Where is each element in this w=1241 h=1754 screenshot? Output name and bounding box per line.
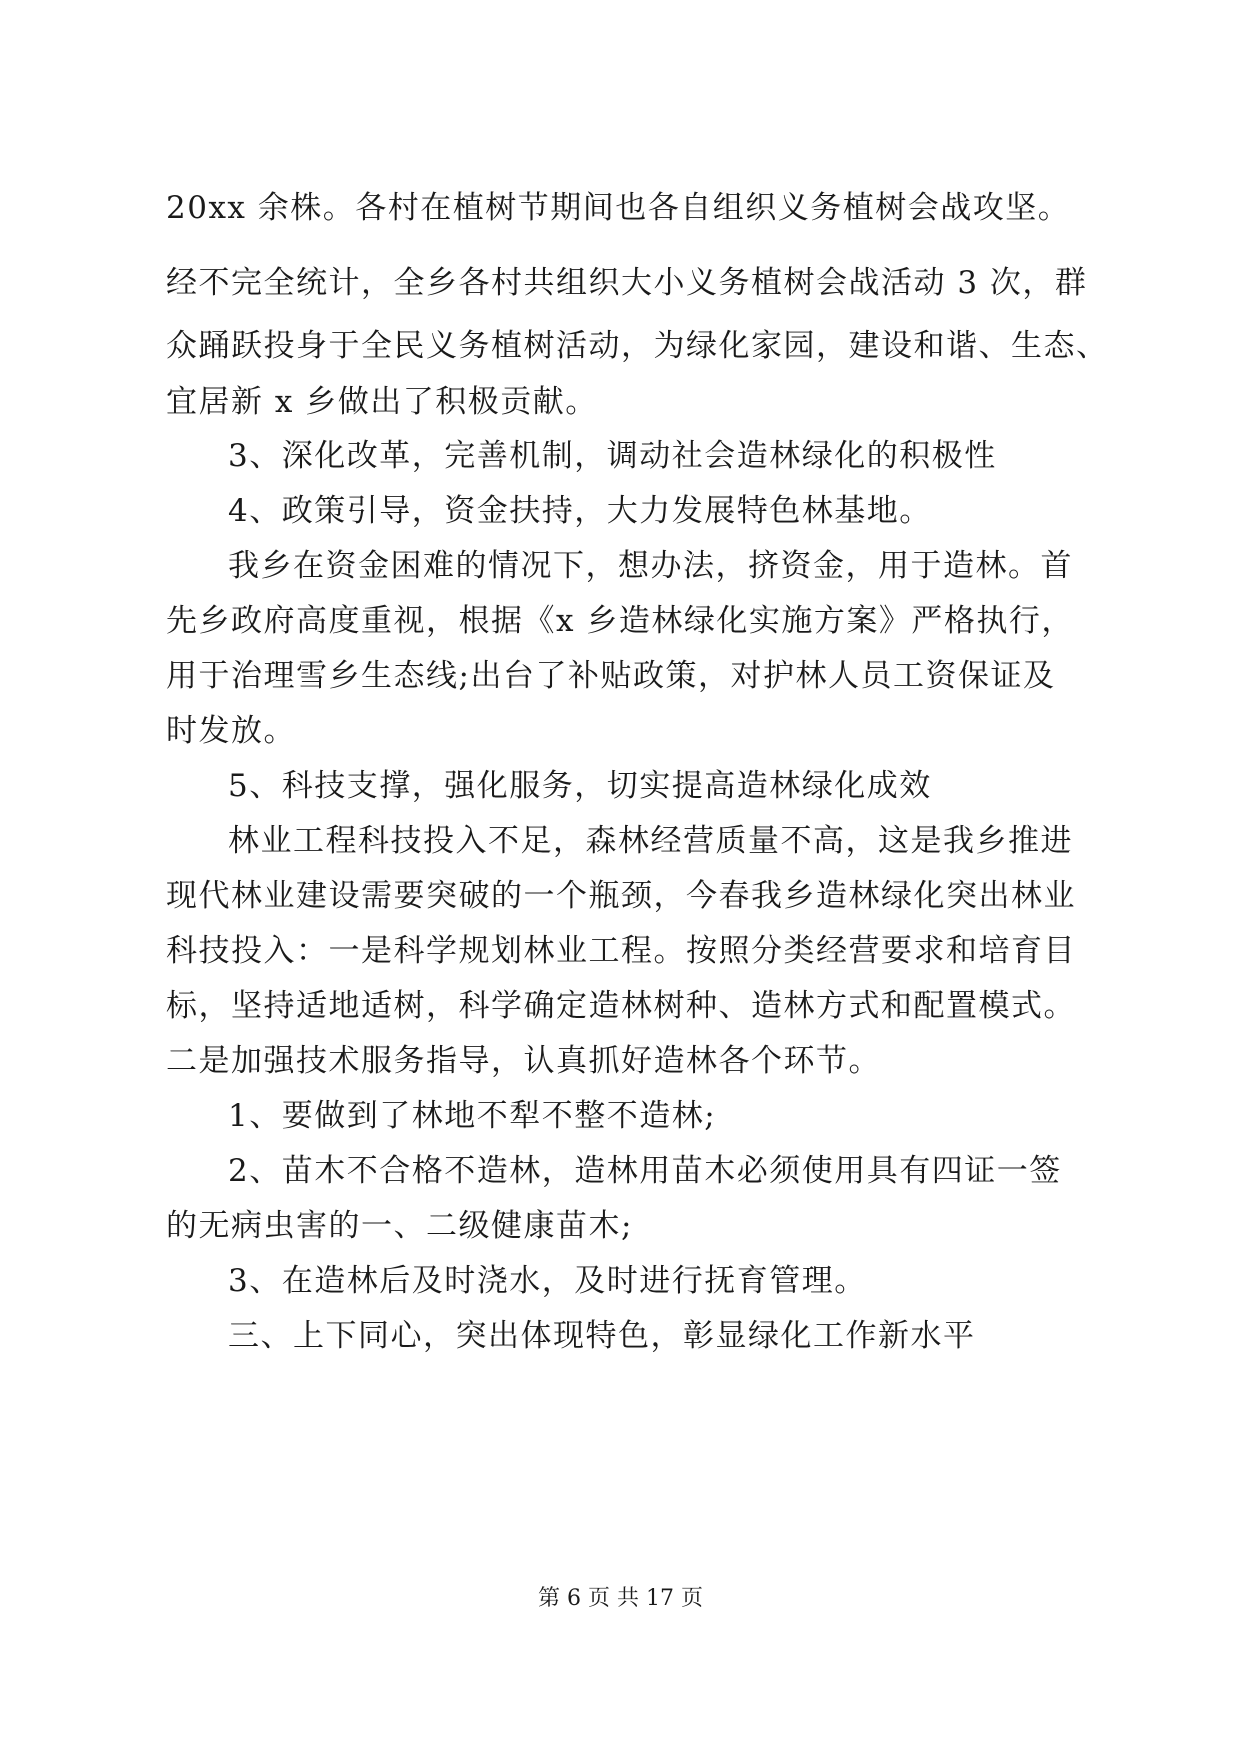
heading-4: 4、政策引导，资金扶持，大力发展特色林基地。 [228, 493, 932, 529]
list-item: 1、要做到了林地不犁不整不造林; [228, 1098, 717, 1134]
heading-3: 3、深化改革，完善机制，调动社会造林绿化的积极性 [228, 438, 997, 474]
paragraph-line: 众踊跃投身于全民义务植树活动，为绿化家园，建设和谐、生态、 [166, 328, 1109, 364]
paragraph-line: 现代林业建设需要突破的一个瓶颈，今春我乡造林绿化突出林业 [166, 878, 1076, 914]
paragraph-line: 时发放。 [166, 713, 296, 749]
page-footer: 第 6 页 共 17 页 [538, 1586, 703, 1611]
paragraph-line: 二是加强技术服务指导，认真抓好造林各个环节。 [166, 1043, 881, 1079]
paragraph-line: 科技投入：一是科学规划林业工程。按照分类经营要求和培育目 [166, 933, 1076, 969]
list-item-continuation: 的无病虫害的一、二级健康苗木; [166, 1208, 633, 1244]
paragraph-line: 经不完全统计，全乡各村共组织大小义务植树会战活动 3 次，群 [166, 265, 1088, 301]
paragraph-line: 用于治理雪乡生态线;出台了补贴政策，对护林人员工资保证及 [166, 658, 1056, 694]
paragraph-line: 我乡在资金困难的情况下，想办法，挤资金，用于造林。首 [228, 548, 1073, 584]
paragraph-line: 先乡政府高度重视，根据《x 乡造林绿化实施方案》严格执行， [166, 603, 1074, 639]
list-item: 3、在造林后及时浇水，及时进行抚育管理。 [228, 1263, 867, 1299]
paragraph-line: 宜居新 x 乡做出了积极贡献。 [166, 384, 598, 420]
paragraph-line: 20xx 余株。各村在植树节期间也各自组织义务植树会战攻坚。 [166, 190, 1071, 226]
heading-5: 5、科技支撑，强化服务，切实提高造林绿化成效 [228, 768, 932, 804]
section-heading: 三、上下同心，突出体现特色，彰显绿化工作新水平 [228, 1318, 976, 1354]
paragraph-line: 林业工程科技投入不足，森林经营质量不高，这是我乡推进 [228, 823, 1073, 859]
paragraph-line: 标，坚持适地适树，科学确定造林树种、造林方式和配置模式。 [166, 988, 1076, 1024]
list-item: 2、苗木不合格不造林，造林用苗木必须使用具有四证一签 [228, 1153, 1062, 1189]
